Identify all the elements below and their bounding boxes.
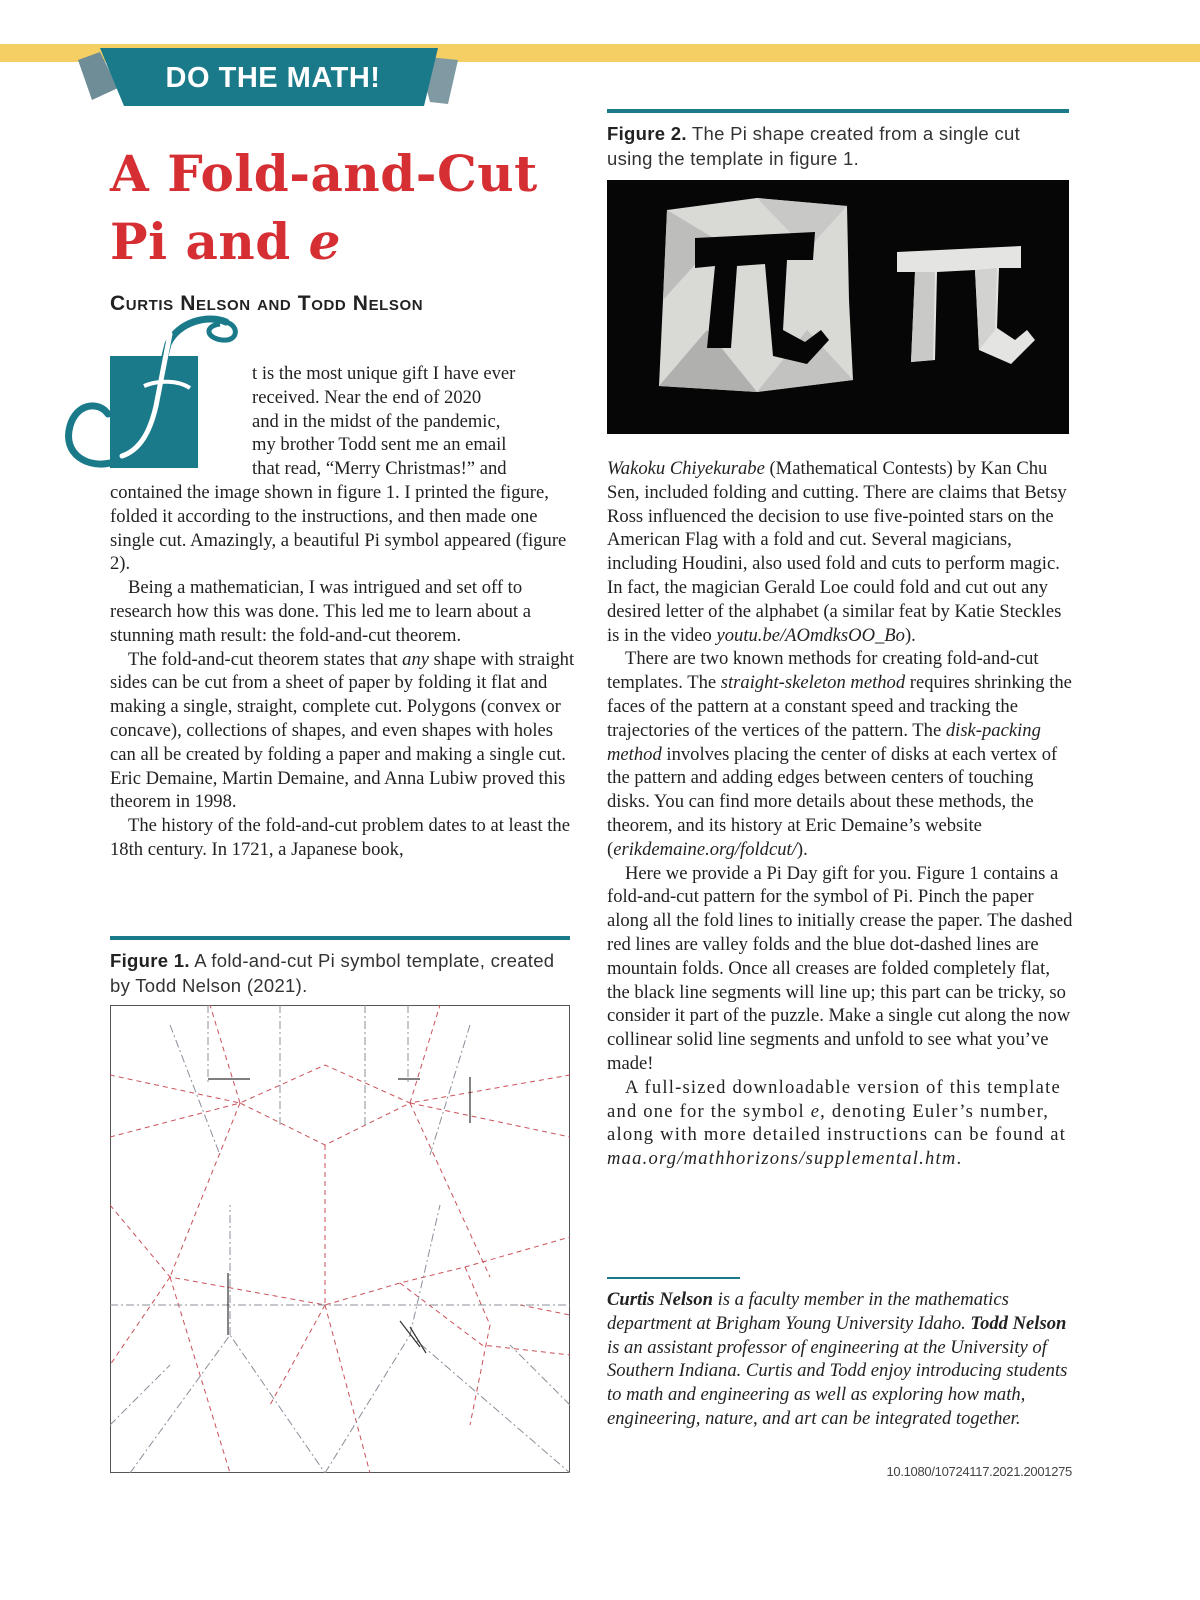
figure2-photo xyxy=(607,180,1069,434)
paragraph-1: t is the most unique gift I have ever received. Near the end of 2020 and in the midst of the pandemic, my brother Todd sent me an email that read, “Merry Christmas!” and contained the image shown in figure 1. I printed the figure, folded it according to the instructions, and then made one single cut. Amazingly, a beautiful Pi symbol appeared (figure 2). xyxy=(110,363,567,575)
body-column-left xyxy=(110,362,580,862)
link-supplemental: maa.org/mathhorizons/supplemental.htm xyxy=(607,1148,957,1170)
author-bio: Curtis Nelson is a faculty member in the mathematics department at Brigham Young University Idaho. Todd Nelson is an assistant professor of engineering at the University of Southern Indiana. Curtis and Todd enjoy introducing students to math and engineering as well as exploring how math, engineering, nature, and art can be integrated together. xyxy=(607,1289,1068,1429)
title-line-2: Pi and e xyxy=(110,212,341,271)
figure1-template xyxy=(110,1005,570,1473)
body-column-right xyxy=(607,457,1077,1171)
figure1-caption: Figure 1. A fold-and-cut Pi symbol template, created by Todd Nelson (2021). xyxy=(110,950,555,996)
banner-label: DO THE MATH! xyxy=(165,62,381,94)
link-youtube: youtu.be/AOmdksOO_Bo xyxy=(716,624,905,646)
link-demaine: erikdemaine.org/foldcut/ xyxy=(613,838,797,860)
title-line-1: A Fold-and-Cut xyxy=(110,144,538,203)
paragraph-2: Being a mathematician, I was intrigued and set off to research how this was done. This led me to learn about a stunning math result: the fold-and-cut theorem. xyxy=(110,577,531,646)
paragraph-7: Here we provide a Pi Day gift for you. Figure 1 contains a fold-and-cut pattern for the symbol of Pi. Pinch the paper along all the fold lines to initially crease the paper. The dashed red lines are valley folds and the blue dot-dashed lines are mountain folds. Once all creases are folded completely flat, the black line segments will line up; this part can be tricky, so consider it part of the puzzle. Make a single cut along the now collinear solid line segments and unfold to see what you’ve made! xyxy=(607,862,1073,1074)
paragraph-4: The history of the fold-and-cut problem dates to at least the 18th century. In 1721, a Japanese book, xyxy=(110,815,570,860)
paragraph-6: There are two known methods for creating fold-and-cut templates. The straight-skeleton method requires shrinking the faces of the pattern at a constant speed and tracking the trajectories of the vertices of the pattern. The disk-packing method involves placing the center of disks at each vertex of the pattern and adding edges between centers of touching disks. You can find more details about these methods, the theorem, and its history at Eric Demaine’s website (erikdemaine.org/foldcut/). xyxy=(607,648,1072,860)
article-title xyxy=(110,140,580,276)
paragraph-8: A full-sized downloadable version of this template and one for the symbol e, denoting Euler’s number, along with more detailed instructions can be found at maa.org/mathhorizons/supplemental.htm. xyxy=(607,1076,1067,1170)
doi: 10.1080/10724117.2021.2001275 xyxy=(886,1464,1072,1479)
figure2-caption: Figure 2. The Pi shape created from a single cut using the template in figure 1. xyxy=(607,123,1021,169)
figure1-rule xyxy=(110,936,570,940)
paragraph-5: Wakoku Chiyekurabe (Mathematical Contests) by Kan Chu Sen, included folding and cutting. There are claims that Betsy Ross influenced the decision to use five-pointed stars on the American Flag with a fold and cut. Several magicians, including Houdini, also used fold and cuts to perform magic. In fact, the magician Gerald Loe could fold and cut out any desired letter of the alphabet (a similar feat by Katie Steckles is in the video youtu.be/AOmdksOO_Bo). xyxy=(607,458,1067,646)
dropcap-letter: I xyxy=(58,314,59,315)
byline: Curtis Nelson and Todd Nelson xyxy=(110,292,424,315)
figure2-rule xyxy=(607,109,1069,113)
bio-rule xyxy=(607,1277,740,1279)
paragraph-3: The fold-and-cut theorem states that any shape with straight sides can be cut from a sheet of paper by folding it flat and making a single, straight, complete cut. Polygons (convex or concave), collections of shapes, and even shapes with holes can all be created by folding a paper and making a single cut. Eric Demaine, Martin Demaine, and Anna Lubiw proved this theorem in 1998. xyxy=(110,648,575,813)
